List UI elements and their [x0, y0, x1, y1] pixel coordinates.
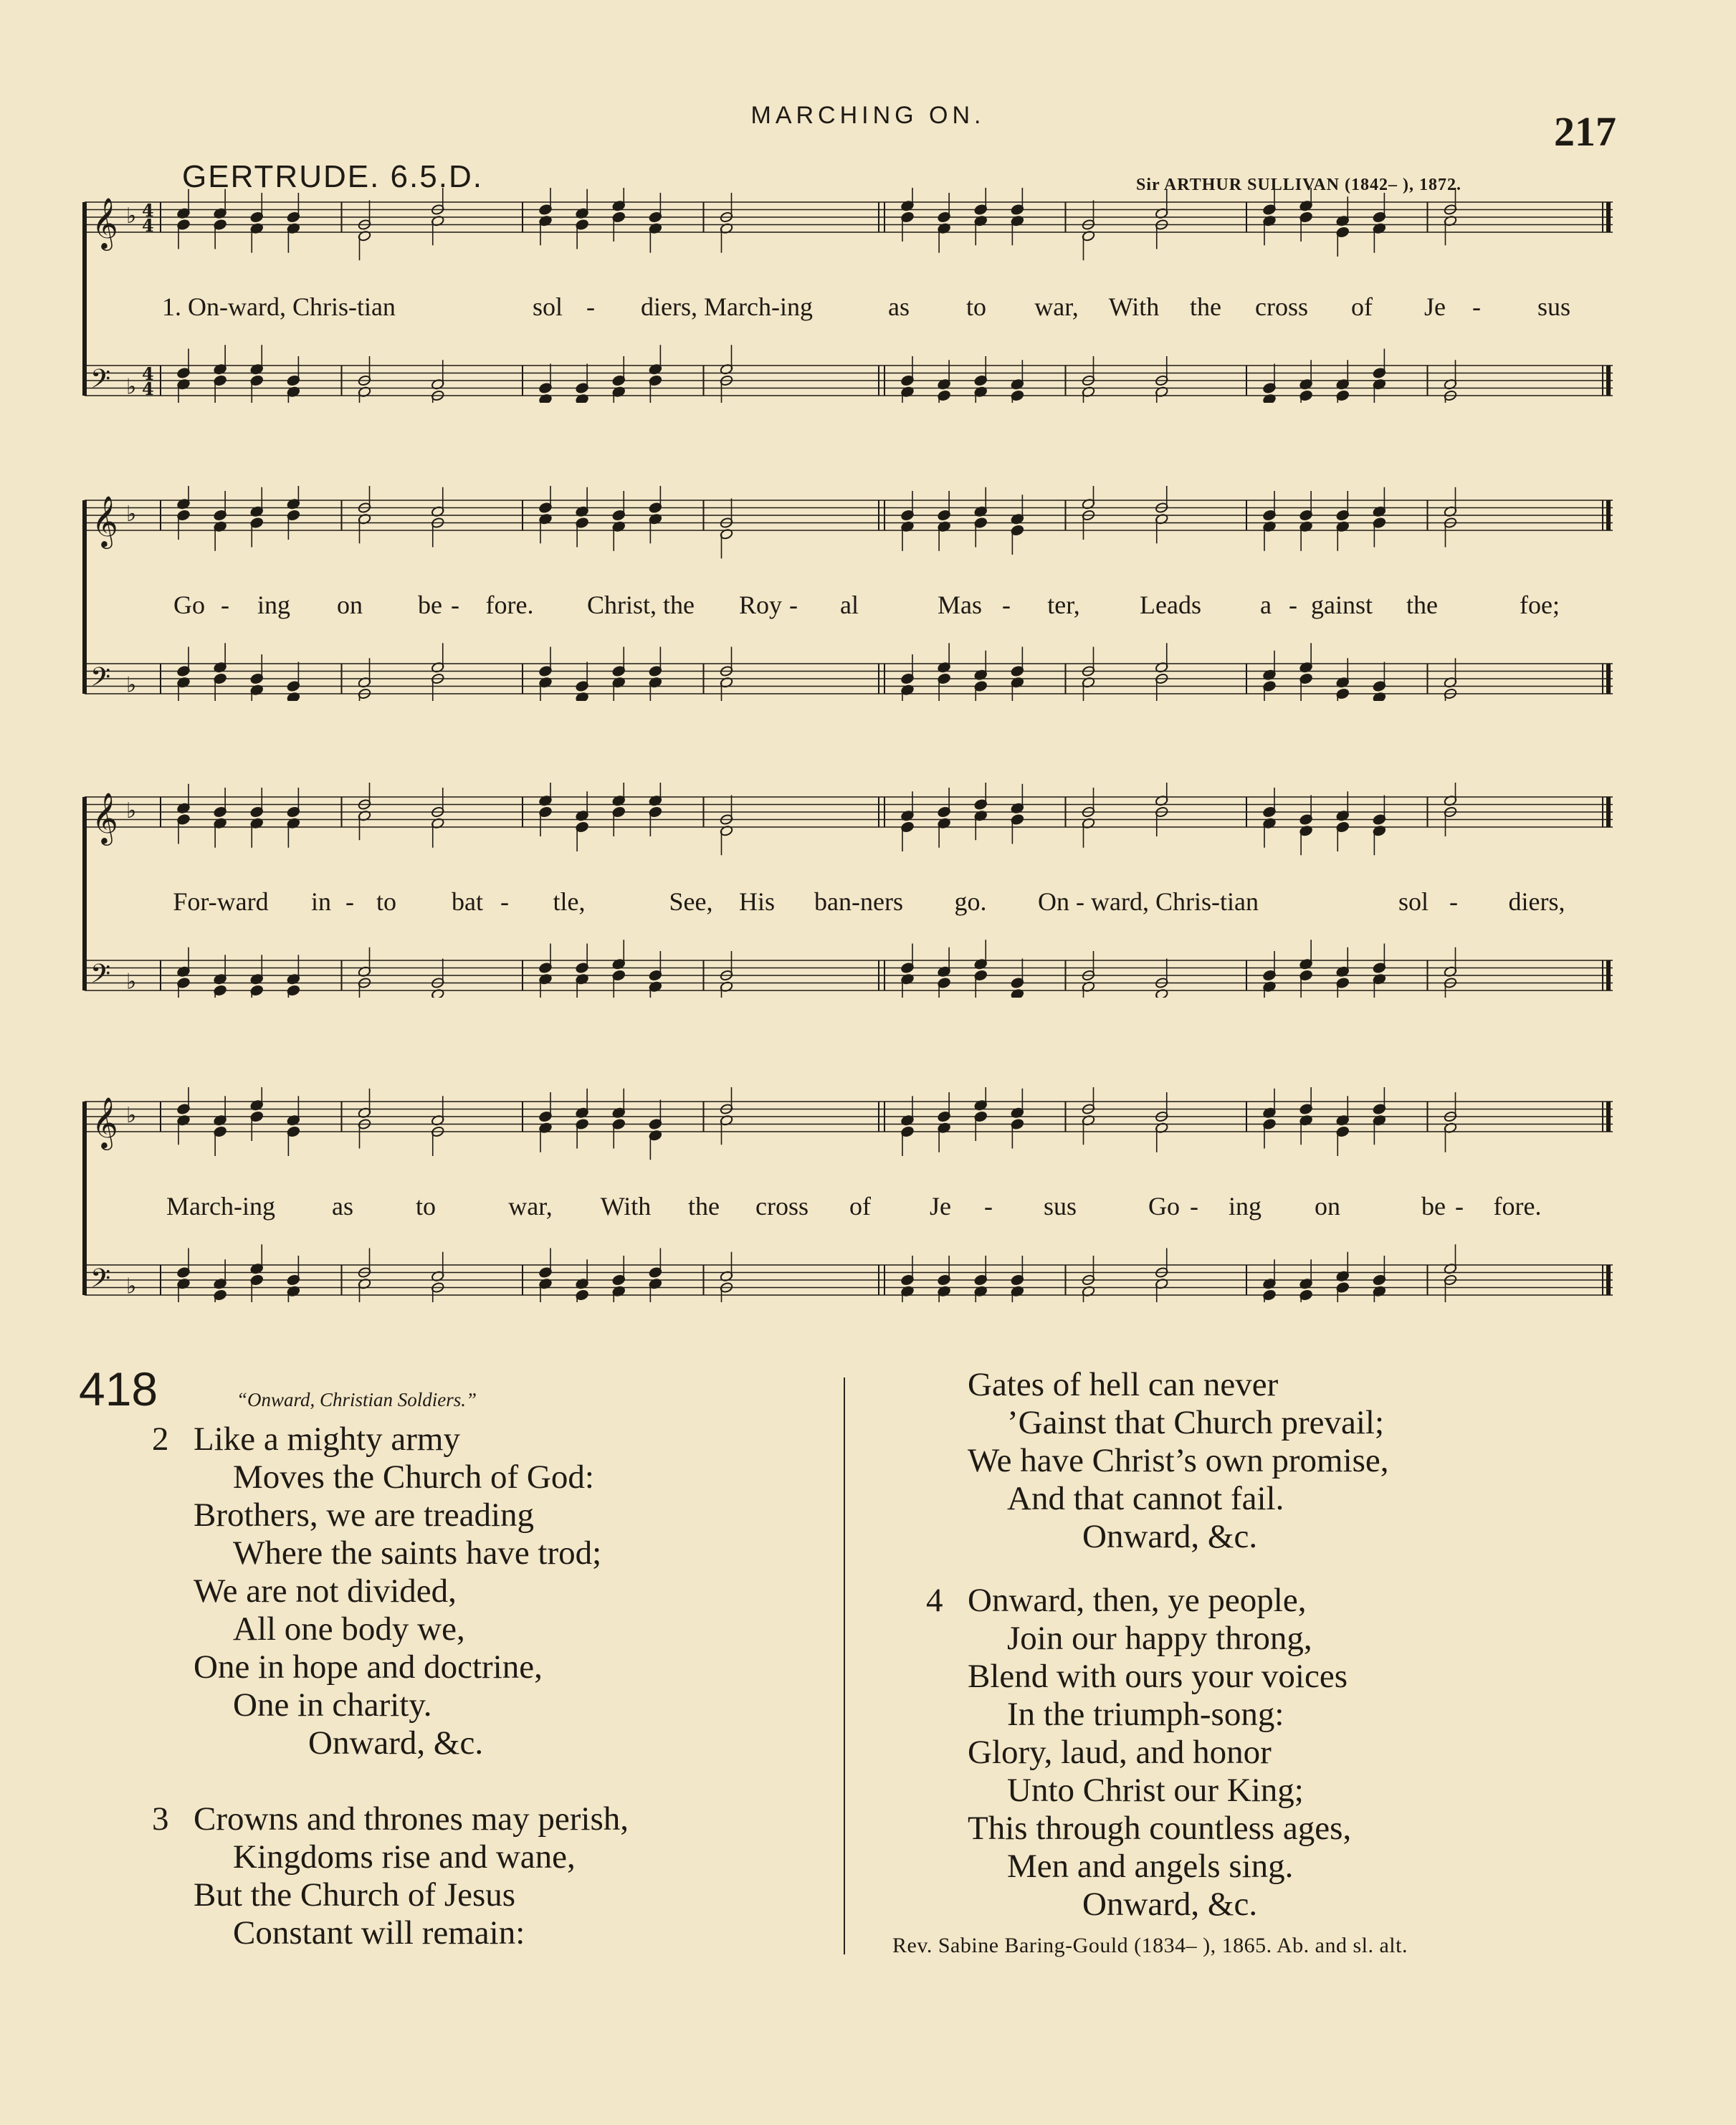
lyric-syllable: the	[1406, 591, 1438, 619]
flat-icon: ♭	[126, 1104, 137, 1127]
treble-clef-icon: 𝄞	[92, 1096, 118, 1148]
stanza-line-text: We are not divided,	[194, 1572, 457, 1610]
stanza-line-text: Unto Christ our King;	[1007, 1772, 1304, 1809]
lyric-syllable: sus	[1537, 292, 1571, 321]
treble-staff	[85, 486, 1613, 558]
stanza-line	[968, 1442, 1389, 1480]
stanza-line	[194, 1458, 601, 1496]
lyric-syllable: -	[1190, 1192, 1198, 1221]
stanza-line	[152, 1800, 629, 1838]
stanza-line-text: And that cannot fail.	[1007, 1480, 1284, 1517]
lyric-syllable: in	[310, 887, 332, 916]
lyric-syllable: al	[840, 591, 859, 619]
stanza-line-text: This through countless ages,	[968, 1810, 1352, 1847]
stanza-line	[194, 1496, 601, 1534]
stanza-line-text: But the Church of Jesus	[194, 1876, 516, 1914]
stanza-line	[194, 1572, 601, 1610]
lyric-syllable: sol	[532, 292, 563, 321]
lyric-syllable: be	[418, 591, 442, 619]
lyric-syllable: be	[1421, 1192, 1446, 1221]
page-number: 217	[1554, 108, 1616, 155]
treble-staff	[85, 783, 1613, 855]
treble-clef-icon: 𝄞	[92, 495, 118, 547]
stanza-line	[968, 1658, 1351, 1696]
bass-staff	[85, 1244, 1613, 1302]
lyric-syllable: -	[1289, 591, 1297, 619]
stanza-line-text: Kingdoms rise and wane,	[233, 1838, 576, 1876]
lyric-syllable: -	[789, 591, 798, 619]
lyric-syllable: March-ing	[166, 1192, 275, 1221]
lyric-syllable: as	[332, 1192, 353, 1221]
lyric-syllable: On - ward, Chris-tian	[1038, 887, 1259, 916]
lyric-syllable: -	[984, 1192, 993, 1221]
stanza-line	[926, 1582, 1351, 1620]
column-divider	[844, 1377, 845, 1954]
stanza-line	[968, 1518, 1389, 1556]
lyric-syllable: Go	[1148, 1192, 1180, 1221]
stanza-line-text: Brothers, we are treading	[194, 1496, 535, 1534]
stanza-line	[968, 1886, 1351, 1924]
bass-clef-icon: 𝄢	[90, 959, 111, 995]
lyric-syllable: tle,	[553, 887, 586, 916]
stanza-line-text: Where the saints have trod;	[233, 1534, 602, 1572]
flat-icon: ♭	[126, 1274, 137, 1299]
bass-clef-icon: 𝄢	[90, 662, 111, 699]
hymn-title: “Onward, Christian Soldiers.”	[237, 1389, 477, 1410]
lyric-syllable: ing	[257, 591, 291, 619]
stanza-line	[968, 1810, 1351, 1848]
stanza-line	[152, 1420, 601, 1458]
lyric-syllable: war,	[508, 1192, 553, 1221]
tune-name: GERTRUDE. 6.5.D.	[182, 159, 483, 194]
flat-icon: ♭	[126, 502, 137, 526]
lyric-syllable: to	[415, 1192, 437, 1221]
stanza-number: 4	[926, 1582, 943, 1619]
treble-clef-icon: 𝄞	[92, 196, 118, 249]
lyric-syllable: gainst	[1311, 591, 1373, 619]
treble-staff	[85, 1087, 1613, 1160]
lyric-syllable: -	[1002, 591, 1011, 619]
lyric-syllable: foe;	[1520, 591, 1560, 619]
lyric-syllable: sol	[1398, 887, 1429, 916]
stanza-number: 3	[152, 1800, 169, 1838]
stanza-line	[968, 1772, 1351, 1810]
flat-icon: ♭	[126, 204, 137, 228]
lyric-line	[82, 1191, 1616, 1234]
lyric-line	[82, 590, 1616, 633]
time-signature: 4	[142, 363, 154, 384]
stanza-line	[968, 1848, 1351, 1886]
time-signature: 4	[142, 215, 154, 236]
lyric-syllable: ter,	[1047, 591, 1080, 619]
stanza-line-text: Crowns and thrones may perish,	[194, 1800, 629, 1838]
treble-staff	[85, 188, 1613, 260]
lyric-syllable: Je	[930, 1192, 951, 1221]
lyric-syllable: cross	[1255, 292, 1308, 321]
treble-clef-icon: 𝄞	[92, 791, 118, 844]
lyric-syllable: Leads	[1140, 591, 1201, 619]
lyric-syllable: -	[451, 591, 459, 619]
running-head: MARCHING ON.	[750, 102, 986, 129]
lyric-syllable: His	[738, 887, 776, 916]
lyric-syllable: -	[345, 887, 354, 916]
stanza-line-text: Blend with ours your voices	[968, 1658, 1348, 1695]
stanza-line	[968, 1734, 1351, 1772]
time-signature: 4	[142, 378, 154, 399]
lyric-syllable: -	[1449, 887, 1458, 916]
stanza	[152, 1800, 629, 1952]
bass-clef-icon: 𝄢	[90, 1264, 111, 1300]
lyric-syllable: See,	[669, 887, 713, 916]
stanza-line	[194, 1610, 601, 1648]
lyric-syllable: -	[586, 292, 595, 321]
stanza-line	[194, 1876, 629, 1914]
lyric-syllable: fore.	[485, 591, 534, 619]
lyric-syllable: ban-ners	[814, 887, 903, 916]
bass-staff	[85, 940, 1613, 998]
stanza-line-text: Gates of hell can never	[968, 1366, 1279, 1403]
lyric-syllable: a	[1260, 591, 1272, 619]
lyric-syllable: -	[500, 887, 509, 916]
lyric-line	[82, 887, 1616, 930]
lyric-syllable: Go	[173, 591, 205, 619]
lyric-syllable: to	[376, 887, 397, 916]
lyric-syllable: go.	[954, 887, 987, 916]
stanza	[152, 1420, 602, 1762]
stanza-line	[968, 1620, 1351, 1658]
flat-icon: ♭	[126, 673, 137, 697]
lyric-syllable: With	[600, 1192, 652, 1221]
music-system	[82, 783, 1616, 1019]
lyric-syllable: sus	[1043, 1192, 1077, 1221]
bass-staff	[85, 643, 1613, 701]
stanza-line	[968, 1480, 1389, 1518]
lyric-syllable: Christ, the	[587, 591, 695, 619]
stanza-line-text: We have Christ’s own promise,	[968, 1442, 1389, 1479]
hymn-number: 418	[79, 1362, 158, 1415]
stanza-line-text: Like a mighty army	[194, 1420, 460, 1458]
stanza-line	[194, 1914, 629, 1952]
bass-clef-icon: 𝄢	[90, 364, 111, 401]
lyric-syllable: -	[1472, 292, 1481, 321]
stanza-line-text: One in hope and doctrine,	[194, 1648, 543, 1686]
lyric-syllable: fore.	[1493, 1192, 1542, 1221]
stanza-line-text: Onward, then, ye people,	[968, 1582, 1307, 1619]
lyric-syllable: With	[1108, 292, 1160, 321]
stanza-line	[968, 1366, 1389, 1404]
author-credit: Rev. Sabine Baring-Gould (1834– ), 1865. Ab. and sl. alt.	[892, 1934, 1408, 1957]
stanza-line-text: Onward, &c.	[1082, 1886, 1258, 1923]
stanza-number: 2	[152, 1420, 169, 1458]
stanza-line	[194, 1686, 601, 1724]
flat-icon: ♭	[126, 375, 137, 399]
stanza-line-text: Onward, &c.	[308, 1724, 484, 1762]
lyric-syllable: cross	[755, 1192, 809, 1221]
lyric-syllable: of	[1351, 292, 1373, 321]
stanza-line-text: Glory, laud, and honor	[968, 1734, 1272, 1771]
lyric-syllable: -	[1455, 1192, 1464, 1221]
lyric-syllable: Je	[1424, 292, 1446, 321]
lyric-syllable: 1. On-ward, Chris-tian	[162, 292, 396, 321]
composer-credit: Sir ARTHUR SULLIVAN (1842– ), 1872.	[1136, 176, 1461, 194]
lyric-syllable: the	[1190, 292, 1221, 321]
stanza-line	[968, 1404, 1389, 1442]
lyric-line	[82, 292, 1616, 335]
stanza-line-text: One in charity.	[233, 1686, 432, 1724]
time-signature: 4	[142, 200, 154, 221]
bass-staff	[85, 345, 1613, 403]
stanza-line-text: Men and angels sing.	[1007, 1848, 1294, 1885]
flat-icon: ♭	[126, 799, 137, 823]
stanza-line	[194, 1648, 601, 1686]
lyric-syllable: ing	[1228, 1192, 1262, 1221]
stanza-line	[194, 1534, 601, 1572]
flat-icon: ♭	[126, 970, 137, 994]
lyric-syllable: Mas	[938, 591, 982, 619]
stanza-line-text: In the triumph-song:	[1007, 1696, 1284, 1733]
music-system	[82, 1087, 1616, 1324]
lyric-syllable: on	[1315, 1192, 1340, 1221]
stanza-line-text: Onward, &c.	[1082, 1518, 1258, 1555]
music-system	[82, 188, 1616, 424]
stanza-line-text: ’Gainst that Church prevail;	[1007, 1404, 1384, 1441]
lyric-syllable: to	[965, 292, 987, 321]
stanza-line-text: Join our happy throng,	[1007, 1620, 1312, 1657]
lyric-syllable: diers,	[1508, 887, 1565, 916]
lyric-syllable: -	[221, 591, 229, 619]
stanza-line-text: All one body we,	[233, 1610, 465, 1648]
stanza	[926, 1582, 1352, 1924]
lyric-syllable: on	[337, 591, 363, 619]
stanza-line	[194, 1838, 629, 1876]
stanza-line	[194, 1724, 601, 1762]
lyric-syllable: bat	[452, 887, 483, 916]
stanza-line-text: Constant will remain:	[233, 1914, 525, 1952]
lyric-syllable: For-ward	[173, 887, 269, 916]
stanza-line-text: Moves the Church of God:	[233, 1458, 594, 1496]
lyric-syllable: the	[688, 1192, 720, 1221]
stanza	[968, 1366, 1389, 1556]
lyric-syllable: of	[849, 1192, 871, 1221]
lyric-syllable: war,	[1034, 292, 1079, 321]
lyric-syllable: Roy	[738, 591, 783, 619]
lyric-syllable: as	[888, 292, 910, 321]
music-system	[82, 486, 1616, 722]
lyric-syllable: diers, March-ing	[641, 292, 813, 321]
stanza-line	[968, 1696, 1351, 1734]
